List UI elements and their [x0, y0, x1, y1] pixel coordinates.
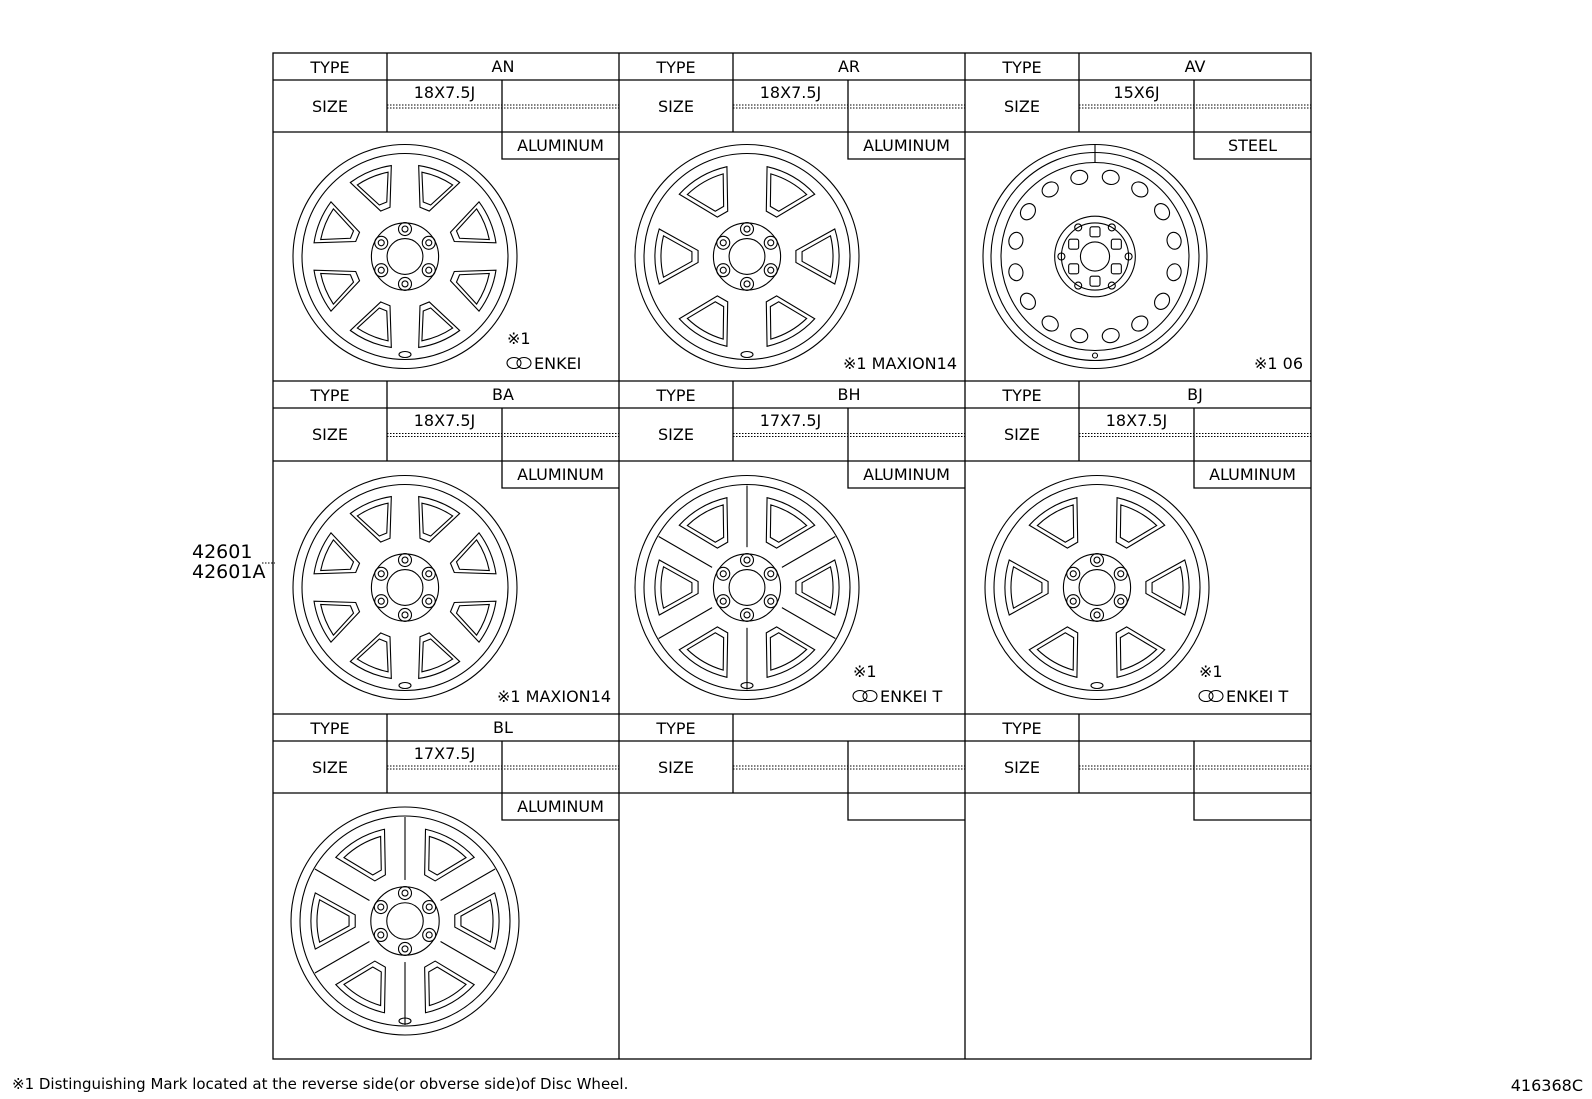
- lug-hole: [1069, 239, 1079, 249]
- footnote: ※1 Distinguishing Mark located at the reverse side(or obverse side)of Disc Wheel.: [12, 1075, 629, 1093]
- mark-text: ※1 06: [1253, 354, 1303, 373]
- material-label: ALUMINUM: [863, 465, 950, 484]
- lug-hole: [1114, 567, 1127, 580]
- size-value: 17X7.5J: [413, 744, 476, 763]
- valve-stem: [399, 683, 411, 689]
- wheel-drawing: [983, 145, 1207, 369]
- lug-hole: [1091, 608, 1104, 621]
- size-label: SIZE: [1004, 97, 1040, 116]
- vent-hole: [1129, 179, 1151, 200]
- mark-ref: ※1: [507, 329, 531, 348]
- rim-inner: [302, 154, 508, 360]
- rim-outer: [293, 145, 517, 369]
- valve-stem: [1093, 353, 1098, 358]
- type-label: TYPE: [656, 58, 696, 77]
- vent-hole: [1101, 169, 1120, 186]
- vent-hole: [1039, 313, 1061, 334]
- type-label: TYPE: [1002, 719, 1042, 738]
- lug-hole: [741, 223, 754, 236]
- hub: [713, 554, 780, 621]
- type-label: TYPE: [1002, 386, 1042, 405]
- rim-inner: [994, 485, 1200, 691]
- vent-hole: [1166, 231, 1183, 250]
- lug-hole: [1067, 567, 1080, 580]
- size-label: SIZE: [312, 425, 348, 444]
- lug-hole: [375, 264, 388, 277]
- lug-hole: [375, 567, 388, 580]
- mark-ref: ※1: [853, 662, 877, 681]
- size-value: 18X7.5J: [413, 411, 476, 430]
- wheel-drawing: [293, 145, 517, 369]
- vent-hole: [1070, 327, 1089, 344]
- lug-hole: [1069, 264, 1079, 274]
- lug-hole: [717, 236, 730, 249]
- hub: [1063, 554, 1130, 621]
- rim-inner: [991, 153, 1199, 361]
- vent-hole: [1166, 263, 1183, 282]
- valve-stem: [399, 352, 411, 358]
- wheel-cell-empty-8: [1001, 714, 1311, 820]
- type-label: TYPE: [310, 386, 350, 405]
- type-label: TYPE: [656, 386, 696, 405]
- enkei-logo-icon: [853, 691, 877, 702]
- lug-hole: [717, 595, 730, 608]
- lug-hole: [717, 264, 730, 277]
- center-bore: [729, 239, 765, 275]
- mark-text: ENKEI T: [880, 687, 943, 706]
- lug-hole: [375, 236, 388, 249]
- vent-hole: [1129, 313, 1151, 334]
- lug-hole: [1114, 595, 1127, 608]
- size-value: 17X7.5J: [759, 411, 822, 430]
- size-value: 15X6J: [1113, 83, 1160, 102]
- wheel-cell-an: [293, 53, 619, 373]
- rim-inner: [302, 485, 508, 691]
- type-value: BA: [492, 385, 514, 404]
- lug-hole: [1091, 554, 1104, 567]
- wheel-cell-bj: [985, 381, 1311, 706]
- type-value: BL: [493, 718, 513, 737]
- lug-hole: [741, 277, 754, 290]
- lug-hole: [1090, 276, 1100, 286]
- hub: [1055, 216, 1136, 297]
- vent-hole: [1017, 290, 1038, 312]
- lug-hole: [422, 567, 435, 580]
- size-label: SIZE: [658, 425, 694, 444]
- hub: [371, 223, 438, 290]
- lug-hole: [741, 554, 754, 567]
- part-number-42601a: 42601A: [192, 561, 266, 583]
- lug-hole: [374, 928, 387, 941]
- lug-hole: [422, 264, 435, 277]
- rim-outer: [635, 145, 859, 369]
- lug-hole: [764, 567, 777, 580]
- vent-hole: [1070, 169, 1089, 186]
- mark-text: ENKEI T: [1226, 687, 1289, 706]
- enkei-logo-icon: [507, 358, 531, 369]
- mark-text: ※1 MAXION14: [842, 354, 957, 373]
- lug-hole: [1067, 595, 1080, 608]
- lug-hole: [764, 595, 777, 608]
- center-bore: [1079, 570, 1115, 606]
- hub: [371, 554, 438, 621]
- lug-hole: [717, 567, 730, 580]
- lug-hole: [399, 223, 412, 236]
- rim-inner: [644, 154, 850, 360]
- material-label: STEEL: [1227, 136, 1278, 155]
- wheel-cell-bl: [291, 714, 619, 1035]
- center-bore: [1080, 242, 1109, 271]
- center-bore: [387, 903, 423, 939]
- lug-hole: [399, 608, 412, 621]
- wheel-drawing: [635, 476, 859, 700]
- lug-hole: [1090, 227, 1100, 237]
- wheel-cell-ba: [293, 381, 619, 706]
- lug-hole: [423, 901, 436, 914]
- lug-hole: [1111, 264, 1121, 274]
- lug-hole: [422, 236, 435, 249]
- size-label: SIZE: [312, 758, 348, 777]
- rim-outer: [983, 145, 1207, 369]
- diagram-code: 416368C: [1510, 1076, 1583, 1095]
- wheel-cell-bh: [635, 381, 965, 706]
- mark-text: ENKEI: [534, 354, 582, 373]
- mark-text: ※1 MAXION14: [496, 687, 611, 706]
- lug-hole: [1111, 239, 1121, 249]
- hub: [371, 887, 439, 955]
- center-bore: [387, 570, 423, 606]
- lug-hole: [764, 236, 777, 249]
- vent-hole: [1007, 231, 1024, 250]
- type-value: AV: [1184, 57, 1206, 76]
- size-value: 18X7.5J: [413, 83, 476, 102]
- material-label: ALUMINUM: [517, 797, 604, 816]
- vent-hole: [1039, 179, 1061, 200]
- center-bore: [387, 239, 423, 275]
- wheel-drawing: [635, 145, 859, 369]
- vent-hole: [1101, 327, 1120, 344]
- valve-stem: [741, 352, 753, 358]
- wheel-cell-empty-7: [655, 714, 965, 820]
- type-label: TYPE: [310, 719, 350, 738]
- valve-stem: [1091, 683, 1103, 689]
- rim-outer: [985, 476, 1209, 700]
- lug-hole: [422, 595, 435, 608]
- size-label: SIZE: [658, 758, 694, 777]
- lug-hole: [399, 554, 412, 567]
- lug-hole: [399, 942, 412, 955]
- hub: [713, 223, 780, 290]
- type-label: TYPE: [1002, 58, 1042, 77]
- material-label: ALUMINUM: [863, 136, 950, 155]
- center-bore: [729, 570, 765, 606]
- lug-hole: [399, 887, 412, 900]
- type-value: BJ: [1187, 385, 1203, 404]
- wheel-drawing: [293, 476, 517, 700]
- size-value: 18X7.5J: [1105, 411, 1168, 430]
- lug-hole: [374, 901, 387, 914]
- vent-hole: [1152, 290, 1173, 312]
- size-value: 18X7.5J: [759, 83, 822, 102]
- type-value: BH: [837, 385, 861, 404]
- lug-hole: [423, 928, 436, 941]
- type-label: TYPE: [656, 719, 696, 738]
- vent-hole: [1152, 201, 1173, 223]
- material-label: ALUMINUM: [517, 136, 604, 155]
- wheel-cells: [291, 53, 1311, 1035]
- type-value: AR: [837, 57, 861, 76]
- lug-hole: [399, 277, 412, 290]
- mark-ref: ※1: [1199, 662, 1223, 681]
- type-label: TYPE: [310, 58, 350, 77]
- wheel-cell-ar: [635, 53, 965, 373]
- size-label: SIZE: [1004, 758, 1040, 777]
- enkei-logo-icon: [1199, 691, 1223, 702]
- part-number-42601: 42601: [192, 541, 253, 563]
- rim-outer: [293, 476, 517, 700]
- vent-hole: [1017, 201, 1038, 223]
- size-label: SIZE: [658, 97, 694, 116]
- size-label: SIZE: [312, 97, 348, 116]
- wheel-cell-av: [983, 53, 1311, 373]
- wheel-drawing: [985, 476, 1209, 700]
- vent-hole: [1007, 263, 1024, 282]
- material-label: ALUMINUM: [1209, 465, 1296, 484]
- lug-hole: [764, 264, 777, 277]
- material-label: ALUMINUM: [517, 465, 604, 484]
- size-label: SIZE: [1004, 425, 1040, 444]
- wheel-drawing: [291, 807, 519, 1035]
- type-value: AN: [491, 57, 515, 76]
- lug-hole: [741, 608, 754, 621]
- lug-hole: [375, 595, 388, 608]
